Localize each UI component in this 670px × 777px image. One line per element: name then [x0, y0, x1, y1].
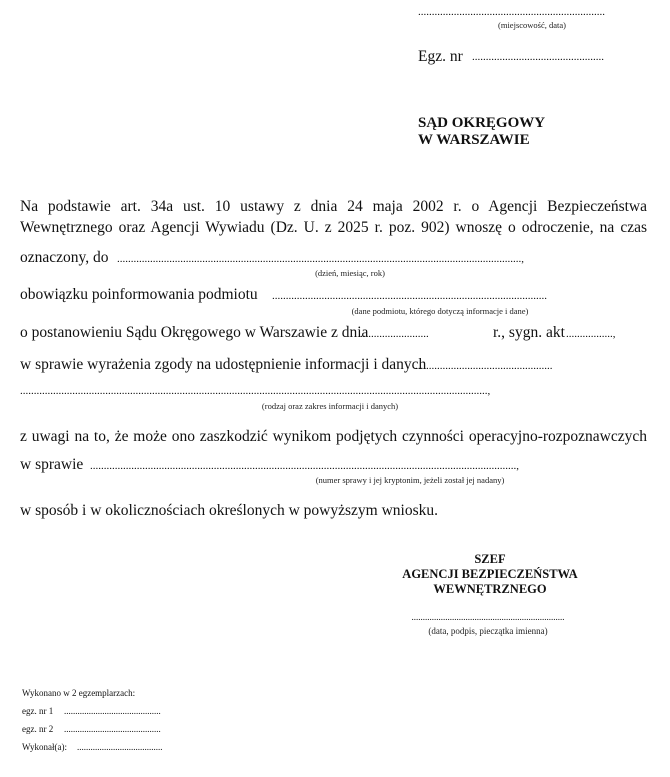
body-paragraph-line1: Na podstawie art. 34a ust. 10 ustawy z dnia 24 maja 2002 r. o Agencji Bezpieczeństwa	[20, 198, 647, 215]
court-decision-label: o postanowieniu Sądu Okręgowego w Warszawie z dnia	[20, 324, 369, 341]
consent-label: w sprawie wyrażenia zgody na udostępnienie informacji i danych	[20, 356, 427, 373]
signature-title-line1: SZEF	[474, 552, 506, 566]
addressee-line1: SĄD OKRĘGOWY	[418, 115, 546, 131]
copy-number-label: Egz. nr	[418, 48, 463, 65]
consent-info-field[interactable]: ..................................................	[415, 360, 553, 372]
signature-caption: (data, podpis, pieczątka imienna)	[428, 626, 548, 636]
author-field[interactable]: ......................................	[77, 742, 163, 752]
signature-field[interactable]: ....................................................................	[411, 612, 565, 622]
copies-made-label: Wykonano w 2 egzemplarzach:	[22, 688, 136, 698]
deadline-date-field[interactable]: ...................................................................................................................................................,	[117, 253, 524, 265]
subject-data-field[interactable]: ....................................................................................................	[272, 290, 547, 302]
closing-text: w sposób i w okolicznościach określonych w powyższym wniosku.	[20, 502, 439, 519]
author-label: Wykonał(a):	[22, 742, 67, 752]
place-date-caption: (miejscowość, data)	[498, 20, 566, 30]
signature-title-line3: WEWNĘTRZNEGO	[433, 582, 547, 596]
reason-text: z uwagi na to, że może ono zaszkodzić wynikom podjętych czynności operacyjno-rozpoznawczych	[20, 428, 647, 445]
copy1-label: egz. nr 1	[22, 706, 54, 716]
addressee-line2: W WARSZAWIE	[418, 132, 530, 148]
deadline-date-caption: (dzień, miesiąc, rok)	[315, 268, 385, 278]
copy1-field[interactable]: ...........................................	[64, 706, 161, 716]
deadline-label: oznaczony, do	[20, 249, 109, 266]
case-label: w sprawie	[20, 456, 84, 473]
copy2-field[interactable]: ...........................................	[64, 724, 161, 734]
case-signature-field[interactable]: .................,	[566, 328, 616, 340]
subject-data-caption: (dane podmiotu, którego dotyczą informacje i dane)	[351, 306, 529, 316]
place-date-field[interactable]: ....................................................................	[418, 6, 605, 18]
info-scope-caption: (rodzaj oraz zakres informacji i danych)	[261, 401, 399, 411]
copy2-label: egz. nr 2	[22, 724, 54, 734]
copy-number-field[interactable]: ................................................	[472, 51, 604, 63]
subject-label: obowiązku poinformowania podmiotu	[20, 286, 258, 303]
body-paragraph-line2: Wewnętrznego oraz Agencji Wywiadu (Dz. U. z 2025 r. poz. 902) wnoszę o odroczenie, na czas	[20, 219, 647, 236]
case-number-field[interactable]: ...........................................................................................................................................................,	[90, 460, 519, 472]
court-decision-date-field[interactable]: .........................	[360, 328, 429, 340]
signature-title-line2: AGENCJI BEZPIECZEŃSTWA	[402, 567, 578, 581]
info-scope-field[interactable]: ..........................................................................................................................................................................,	[20, 385, 491, 397]
case-number-caption: (numer sprawy i jej kryptonim, jeżeli został jej nadany)	[315, 475, 505, 485]
case-signature-label: r., sygn. akt	[493, 324, 565, 341]
